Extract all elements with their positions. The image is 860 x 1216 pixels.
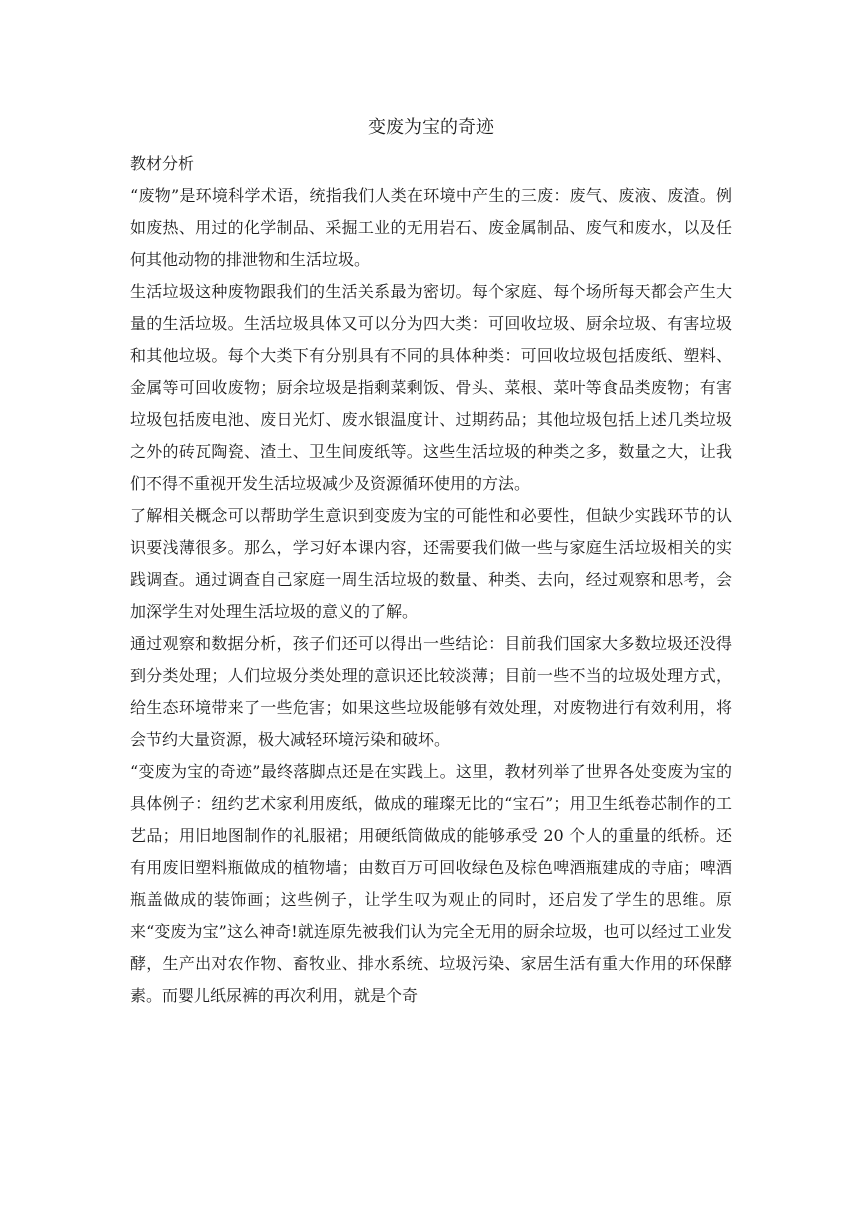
paragraph-5: “变废为宝的奇迹”最终落脚点还是在实践上。这里，教材列举了世界各处变废为宝的具体例子：纽约艺术家利用废纸，做成的璀璨无比的“宝石”；用卫生纸卷芯制作的工艺品；用旧地图制作的礼服裙；用硬纸筒做成的能够承受 20 个人的重量的纸桥。还有用废旧塑料瓶做成的植物墙；由数百万可回收绿色及棕色啤酒瓶建成的寺庙；啤酒瓶盖做成的装饰画；这些例子，让学生叹为观止的同时，还启发了学生的思维。原来“变废为宝”这么神奇!就连原先被我们认为完全无用的厨余垃圾，也可以经过工业发酵，生产出对农作物、畜牧业、排水系统、垃圾污染、家居生活有重大作用的环保酵素。而婴儿纸尿裤的再次利用，就是个奇	[130, 762, 732, 1005]
section-heading: 教材分析	[130, 154, 195, 173]
paragraph-1: “废物”是环境科学术语，统指我们人类在环境中产生的三废：废气、废液、废渣。例如废热、用过的化学制品、采掘工业的无用岩石、废金属制品、废气和废水，以及任何其他动物的排泄物和生活垃圾。	[130, 186, 732, 269]
paragraph-3: 了解相关概念可以帮助学生意识到变废为宝的可能性和必要性，但缺少实践环节的认识要浅薄很多。那么，学习好本课内容，还需要我们做一些与家庭生活垃圾相关的实践调查。通过调查自己家庭一周生活垃圾的数量、种类、去向，经过观察和思考，会加深学生对处理生活垃圾的意义的了解。	[130, 506, 732, 621]
document-title: 变废为宝的奇迹	[368, 117, 494, 138]
paragraph-2: 生活垃圾这种废物跟我们的生活关系最为密切。每个家庭、每个场所每天都会产生大量的生活垃圾。生活垃圾具体又可以分为四大类：可回收垃圾、厨余垃圾、有害垃圾和其他垃圾。每个大类下有分别具有不同的具体种类：可回收垃圾包括废纸、塑料、金属等可回收废物；厨余垃圾是指剩菜剩饭、骨头、菜根、菜叶等食品类废物；有害垃圾包括废电池、废日光灯、废水银温度计、过期药品；其他垃圾包括上述几类垃圾之外的砖瓦陶瓷、渣土、卫生间废纸等。这些生活垃圾的种类之多，数量之大，让我们不得不重视开发生活垃圾减少及资源循环使用的方法。	[130, 282, 732, 493]
paragraph-4: 通过观察和数据分析，孩子们还可以得出一些结论：目前我们国家大多数垃圾还没得到分类处理；人们垃圾分类处理的意识还比较淡薄；目前一些不当的垃圾处理方式，给生态环境带来了一些危害；如果这些垃圾能够有效处理，对废物进行有效利用，将会节约大量资源，极大减轻环境污染和破坏。	[130, 634, 732, 749]
